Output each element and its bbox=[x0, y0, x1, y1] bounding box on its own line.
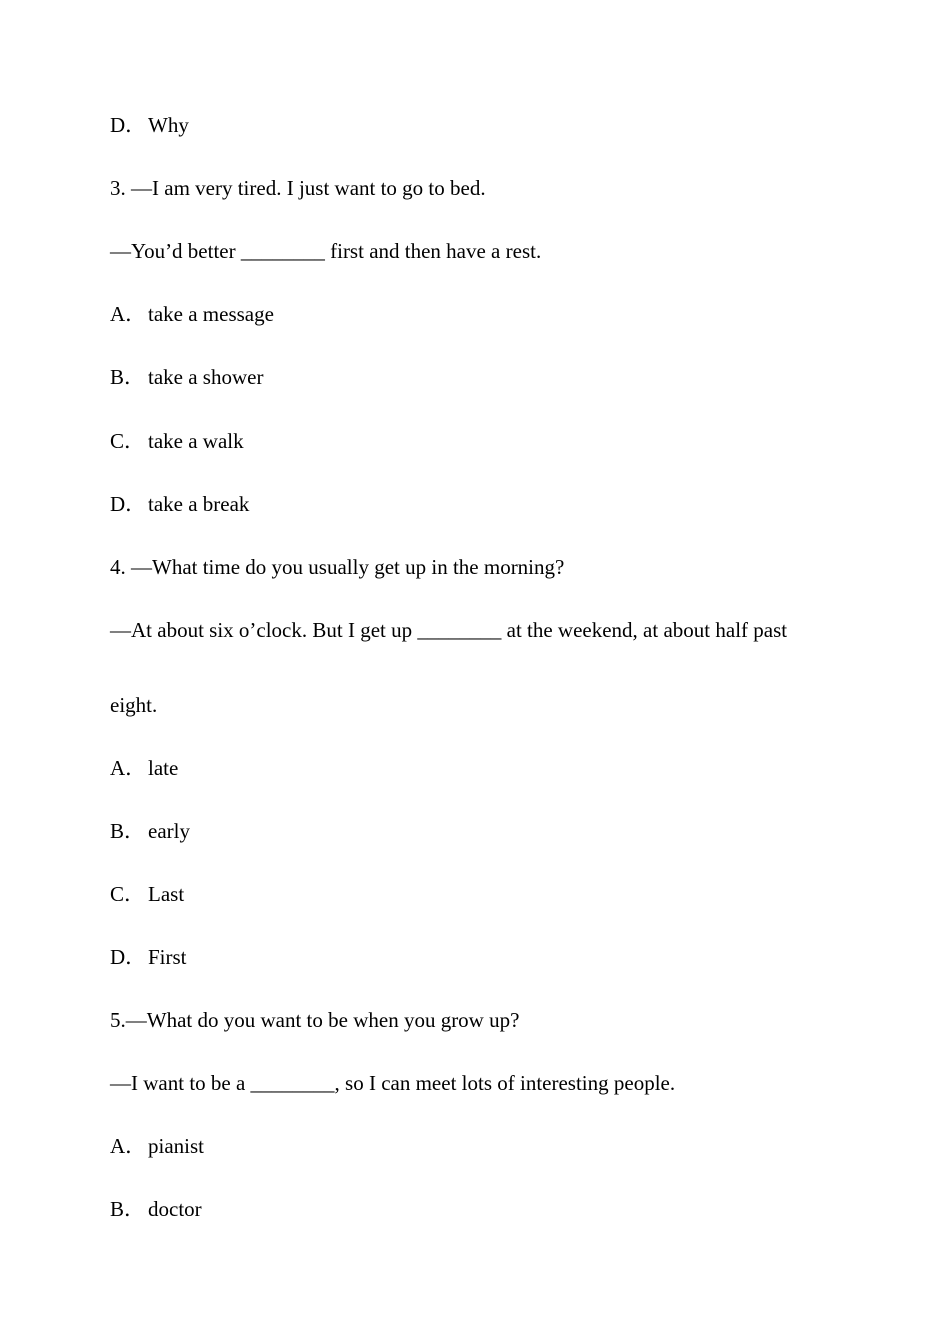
q5-option-b bbox=[110, 1196, 202, 1222]
option-text: doctor bbox=[148, 1197, 202, 1221]
q4-prompt: 4. —What time do you usually get up in the morning? bbox=[110, 555, 565, 579]
q3-option-d bbox=[110, 491, 249, 517]
option-letter: A． bbox=[110, 756, 147, 780]
q5-option-a bbox=[110, 1133, 204, 1159]
q3-response: —You’d better ________ first and then have a rest. bbox=[110, 239, 542, 263]
option-text: late bbox=[148, 756, 179, 780]
option-text: early bbox=[148, 819, 190, 843]
option-letter: B． bbox=[110, 819, 146, 843]
option-letter: C． bbox=[110, 429, 146, 453]
q3-option-c bbox=[110, 428, 244, 454]
q2-option-d bbox=[110, 112, 189, 138]
option-text: take a walk bbox=[148, 429, 244, 453]
option-text: Why bbox=[148, 113, 189, 137]
option-letter: A． bbox=[110, 1134, 147, 1158]
q3-option-b bbox=[110, 364, 263, 390]
option-letter: A． bbox=[110, 302, 147, 326]
q4-response-line1: —At about six o’clock. But I get up ________ at the weekend, at about half past bbox=[110, 618, 788, 642]
option-text: take a shower bbox=[148, 365, 264, 389]
q3-option-a bbox=[110, 301, 274, 327]
option-letter: B． bbox=[110, 365, 146, 389]
option-text: Last bbox=[148, 882, 185, 906]
q5-response: —I want to be a ________, so I can meet lots of interesting people. bbox=[110, 1071, 676, 1095]
option-text: First bbox=[148, 945, 187, 969]
option-letter: B． bbox=[110, 1197, 146, 1221]
q4-option-a bbox=[110, 755, 178, 781]
option-letter: D． bbox=[110, 945, 147, 969]
option-letter: D． bbox=[110, 492, 147, 516]
q4-response-line2: eight. bbox=[110, 693, 158, 717]
option-text: pianist bbox=[148, 1134, 204, 1158]
q4-option-b bbox=[110, 818, 190, 844]
q4-option-d bbox=[110, 944, 187, 970]
option-text: take a message bbox=[148, 302, 274, 326]
option-letter: D． bbox=[110, 113, 147, 137]
option-text: take a break bbox=[148, 492, 250, 516]
q5-prompt: 5.—What do you want to be when you grow up? bbox=[110, 1008, 520, 1032]
option-letter: C． bbox=[110, 882, 146, 906]
q4-option-c bbox=[110, 881, 184, 907]
q3-prompt: 3. —I am very tired. I just want to go to bed. bbox=[110, 176, 486, 200]
